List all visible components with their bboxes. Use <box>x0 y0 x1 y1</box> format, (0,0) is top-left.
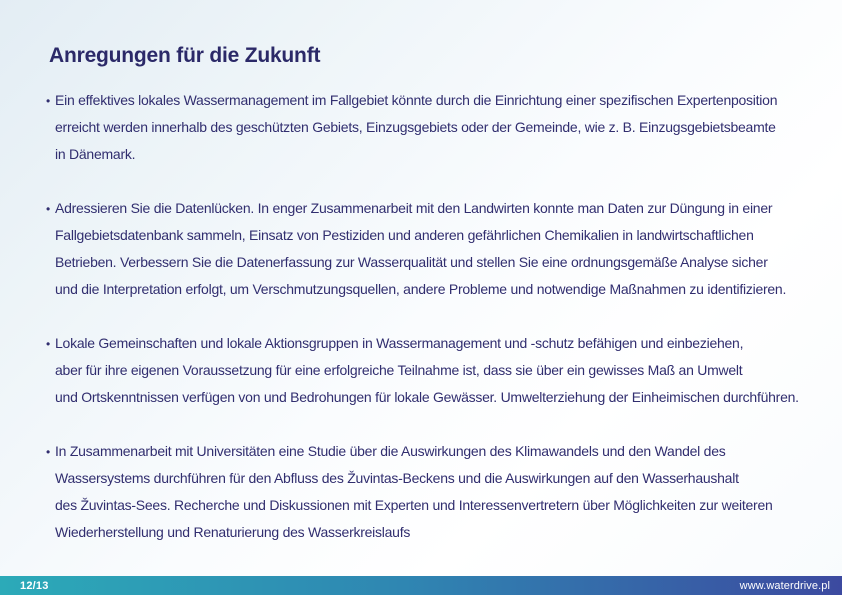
bullet-text: Lokale Gemeinschaften und lokale Aktionsgruppen in Wassermanagement und -schutz befähigen und einbeziehen, <box>55 335 744 351</box>
bullet-item <box>46 330 826 411</box>
bullet-line: aber für ihre eigenen Voraussetzung für eine erfolgreiche Teilnahme ist, dass sie über ein gewisses Maß an Umwelt <box>55 362 743 378</box>
bullet-item <box>46 87 826 168</box>
bullet-line: erreicht werden innerhalb des geschützten Gebiets, Einzugsgebiets oder der Gemeinde, wie z. B. Einzugsgebietsbeamte <box>55 119 776 135</box>
bullet-line <box>46 87 826 114</box>
bullet-item <box>46 195 826 303</box>
bullet-line: Betrieben. Verbessern Sie die Datenerfassung zur Wasserqualität und stellen Sie eine ordnungsgemäße Analyse sicher <box>55 254 768 270</box>
bullet-line: Wiederherstellung und Renaturierung des Wasserkreislaufs <box>55 524 411 540</box>
website-link[interactable]: www.waterdrive.pl <box>739 579 830 592</box>
bullet-text: Adressieren Sie die Datenlücken. In enger Zusammenarbeit mit den Landwirten konnte man Daten zur Düngung in einer <box>55 200 773 216</box>
bullet-line: Wassersystems durchführen für den Abfluss des Žuvintas-Beckens und die Auswirkungen auf den Wasserhaushalt <box>55 470 739 486</box>
bullet-marker: • <box>46 94 50 108</box>
bullet-text: Ein effektives lokales Wassermanagement im Fallgebiet könnte durch die Einrichtung einer spezifischen Expertenposition <box>55 92 778 108</box>
bullet-item <box>46 438 826 546</box>
footer-bar <box>0 576 842 595</box>
bullet-line: und die Interpretation erfolgt, um Verschmutzungsquellen, andere Probleme und notwendige Maßnahmen zu identifizieren. <box>55 281 787 297</box>
bullet-line <box>46 330 826 357</box>
bullet-line: Fallgebietsdatenbank sammeln, Einsatz von Pestiziden und anderen gefährlichen Chemikalien in landwirtschaftlichen <box>55 227 754 243</box>
bullet-text: In Zusammenarbeit mit Universitäten eine Studie über die Auswirkungen des Klimawandels und den Wandel des <box>55 443 726 459</box>
bullet-list <box>46 87 826 546</box>
bullet-line: in Dänemark. <box>55 146 136 162</box>
bullet-line: und Ortskenntnissen verfügen von und Bedrohungen für lokale Gewässer. Umwelterziehung der Einheimischen durchführen. <box>55 389 799 405</box>
bullet-marker: • <box>46 202 50 216</box>
bullet-line <box>46 195 826 222</box>
bullet-marker: • <box>46 337 50 351</box>
bullet-marker: • <box>46 445 50 459</box>
page-number: 12/13 <box>20 579 49 592</box>
page-title: Anregungen für die Zukunft <box>49 44 321 67</box>
bullet-line: des Žuvintas-Sees. Recherche und Diskussionen mit Experten und Interessenvertretern über Möglichkeiten zur weiteren <box>55 497 773 513</box>
bullet-line <box>46 438 826 465</box>
